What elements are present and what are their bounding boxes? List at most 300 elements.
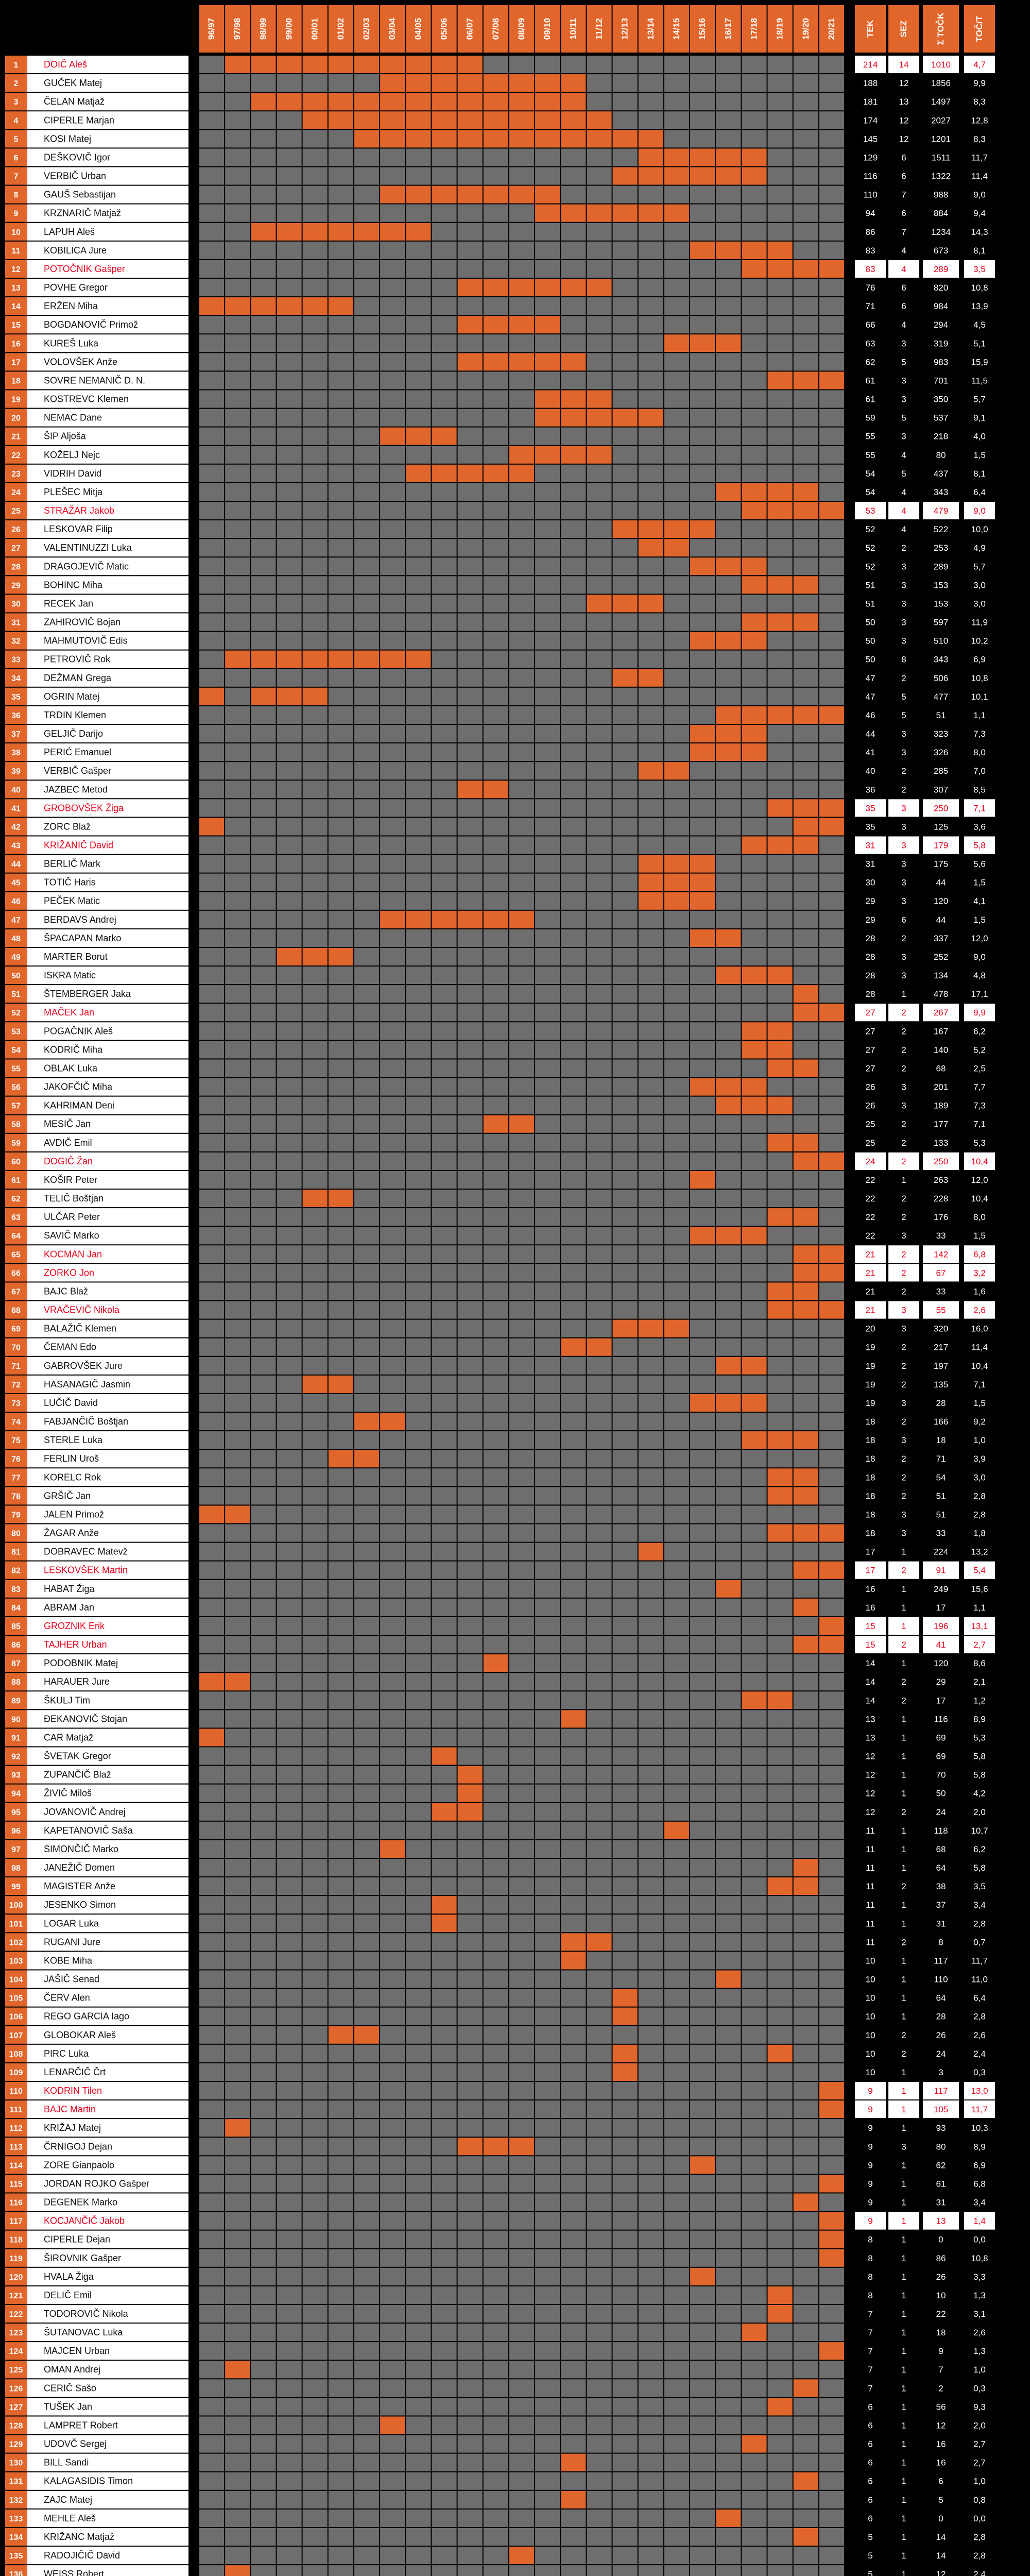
rank-label: 28	[11, 563, 21, 572]
season-cell	[406, 1022, 431, 1040]
season-cell	[251, 2063, 276, 2081]
stat-sez: 1	[901, 2365, 906, 2375]
season-cell	[484, 1431, 508, 1449]
season-cell	[639, 2026, 663, 2044]
season-cell	[561, 2342, 586, 2360]
season-cell-active	[303, 93, 328, 110]
stat-tocke: 537	[933, 413, 949, 423]
season-cell	[690, 1320, 715, 1337]
season-cell	[509, 1208, 534, 1226]
stat-tek: 83	[865, 245, 876, 256]
season-cell	[742, 1301, 766, 1319]
season-cell	[794, 1450, 818, 1467]
stat-toc-t: 9,0	[973, 952, 986, 962]
season-cell	[664, 781, 689, 798]
season-cell	[690, 1450, 715, 1467]
season-cell	[794, 111, 818, 129]
season-cell	[484, 2379, 508, 2397]
stat-toc-t: 2,8	[973, 2011, 986, 2022]
season-cell	[484, 1617, 508, 1635]
stat-toc-t: 9,0	[973, 506, 986, 516]
season-cell	[329, 2156, 353, 2174]
stat-toc-t: 1,5	[973, 1231, 986, 1241]
season-cell	[380, 2286, 405, 2304]
stat-tek: 27	[865, 1026, 876, 1037]
season-cell	[794, 93, 818, 110]
season-cell	[639, 390, 663, 408]
season-label: 17/18	[749, 18, 759, 40]
season-cell	[329, 743, 353, 761]
stat-toc-t: 8,3	[973, 134, 986, 144]
stat-toc-t: 3,3	[973, 2272, 986, 2282]
season-cell-active	[458, 111, 483, 129]
player-name: KOSI Matej	[44, 133, 92, 144]
stat-tocke: 3	[938, 2067, 943, 2077]
season-cell-active	[690, 892, 715, 910]
season-cell	[819, 1747, 844, 1765]
season-cell	[484, 2175, 508, 2192]
stat-tek: 15	[865, 1640, 876, 1650]
season-cell	[664, 1728, 689, 1746]
season-cell	[587, 1654, 611, 1672]
season-cell	[199, 1208, 224, 1226]
season-cell-active	[690, 855, 715, 873]
season-cell	[690, 279, 715, 296]
season-cell	[199, 1933, 224, 1951]
season-cell	[664, 409, 689, 427]
stat-sez: 3	[901, 617, 906, 628]
season-cell	[484, 2342, 508, 2360]
stat-toc-t: 8,1	[973, 245, 986, 256]
season-cell	[535, 502, 560, 519]
season-cell	[639, 334, 663, 352]
season-cell	[251, 205, 276, 222]
season-cell-active	[768, 2045, 793, 2062]
season-cell	[561, 483, 586, 501]
season-cell	[639, 2416, 663, 2434]
stat-toc-t: 6,9	[973, 654, 986, 665]
rank-label: 8	[13, 191, 19, 200]
season-cell	[380, 725, 405, 742]
season-cell	[819, 762, 844, 779]
season-cell	[251, 1562, 276, 1579]
season-cell	[380, 836, 405, 854]
rank-label: 90	[11, 1715, 21, 1724]
season-cell	[329, 446, 353, 464]
season-cell	[535, 1338, 560, 1356]
season-cell	[690, 576, 715, 594]
season-cell	[432, 1171, 456, 1189]
season-cell	[484, 205, 508, 222]
season-cell	[225, 1301, 250, 1319]
season-cell	[690, 1338, 715, 1356]
stat-tocke: 142	[933, 1249, 949, 1260]
season-cell	[742, 334, 766, 352]
season-cell	[664, 1468, 689, 1486]
season-cell	[819, 1505, 844, 1523]
season-cell	[535, 2286, 560, 2304]
rank-label: 57	[11, 1101, 21, 1111]
season-cell	[484, 1785, 508, 1802]
season-cell	[303, 1840, 328, 1858]
rank-label: 21	[11, 432, 21, 442]
season-cell	[380, 465, 405, 482]
season-cell	[199, 334, 224, 352]
season-cell-active	[742, 167, 766, 184]
stat-tek: 22	[865, 1194, 876, 1204]
stat-tocke: 51	[936, 1510, 946, 1520]
season-cell	[561, 1227, 586, 1244]
season-cell	[819, 1357, 844, 1375]
season-cell	[819, 446, 844, 464]
stat-tek: 9	[868, 2160, 873, 2171]
season-cell	[432, 1059, 456, 1077]
stat-toc-t: 8,0	[973, 748, 986, 758]
season-cell	[535, 2119, 560, 2137]
season-cell	[587, 1134, 611, 1151]
season-cell	[561, 1282, 586, 1300]
player-name: NEMAC Dane	[44, 412, 102, 423]
season-cell	[819, 1487, 844, 1504]
season-cell	[199, 632, 224, 650]
season-cell	[716, 1264, 741, 1281]
stat-sez: 3	[901, 952, 906, 962]
season-cell-active	[535, 205, 560, 222]
season-cell	[561, 2063, 586, 2081]
season-cell	[354, 1022, 379, 1040]
season-cell	[458, 1914, 483, 1932]
season-cell	[639, 1562, 663, 1579]
season-cell	[458, 1097, 483, 1114]
season-cell	[380, 353, 405, 370]
season-cell	[587, 353, 611, 370]
season-cell	[432, 1245, 456, 1263]
season-cell-active	[561, 279, 586, 296]
season-cell	[406, 260, 431, 278]
rank-label: 118	[9, 2235, 23, 2245]
season-cell	[406, 1171, 431, 1189]
season-cell	[199, 409, 224, 427]
season-cell-active	[225, 651, 250, 668]
season-cell	[458, 1933, 483, 1951]
season-cell	[380, 929, 405, 947]
season-cell	[380, 1208, 405, 1226]
stat-tocke: 38	[936, 1882, 946, 1892]
season-cell	[561, 557, 586, 575]
season-cell-active	[819, 1301, 844, 1319]
season-cell	[354, 242, 379, 259]
stat-sez: 2	[901, 1677, 906, 1687]
season-cell	[639, 1505, 663, 1523]
stat-tocke: 117	[934, 1956, 948, 1966]
season-cell	[587, 688, 611, 705]
season-cell	[794, 2045, 818, 2062]
season-cell	[484, 818, 508, 835]
season-cell	[354, 1227, 379, 1244]
season-cell	[199, 985, 224, 1003]
season-cell	[768, 2416, 793, 2434]
stat-toc-t: 7,7	[973, 1082, 986, 1092]
season-cell	[484, 483, 508, 501]
season-cell	[794, 1617, 818, 1635]
season-cell	[509, 613, 534, 631]
season-cell	[535, 2175, 560, 2192]
season-cell	[458, 1877, 483, 1895]
stat-tek: 54	[865, 468, 876, 479]
season-cell	[199, 205, 224, 222]
season-cell	[794, 651, 818, 668]
season-cell-active	[380, 651, 405, 668]
season-cell	[794, 446, 818, 464]
season-cell	[354, 836, 379, 854]
stat-tek: 15	[865, 1621, 876, 1631]
season-cell-active	[432, 428, 456, 445]
season-cell	[484, 1208, 508, 1226]
season-cell	[509, 1487, 534, 1504]
season-cell	[690, 688, 715, 705]
season-cell	[251, 2008, 276, 2025]
season-cell	[664, 2026, 689, 2044]
stat-toc-t: 3,4	[973, 2197, 986, 2208]
season-cell	[535, 1134, 560, 1151]
stat-toc-t: 0,7	[973, 1937, 986, 1947]
season-cell	[768, 1171, 793, 1189]
season-cell	[768, 2212, 793, 2230]
stat-tek: 6	[868, 2420, 873, 2431]
season-cell	[561, 1301, 586, 1319]
player-name: KAHRIMAN Deni	[44, 1100, 115, 1111]
season-cell	[458, 1747, 483, 1765]
season-cell	[561, 576, 586, 594]
season-cell	[535, 632, 560, 650]
season-cell	[561, 1394, 586, 1412]
season-cell	[303, 353, 328, 370]
season-cell	[509, 1320, 534, 1337]
season-cell-active	[277, 651, 301, 668]
season-cell	[819, 2361, 844, 2378]
season-cell-active	[716, 1394, 741, 1412]
stat-sez: 1	[901, 2179, 906, 2189]
season-cell	[794, 2286, 818, 2304]
player-name: ŽIVIČ Miloš	[44, 1788, 92, 1799]
season-cell	[329, 725, 353, 742]
season-cell	[561, 186, 586, 204]
season-cell-active	[303, 651, 328, 668]
season-cell	[432, 669, 456, 687]
season-cell	[432, 929, 456, 947]
season-cell-active	[664, 334, 689, 352]
season-cell-active	[613, 130, 638, 147]
rank-label: 116	[9, 2198, 23, 2208]
season-cell	[458, 2361, 483, 2378]
season-cell	[329, 1785, 353, 1802]
season-cell	[277, 1338, 301, 1356]
season-cell	[535, 2063, 560, 2081]
season-cell	[716, 1153, 741, 1170]
season-cell	[639, 911, 663, 928]
season-cell	[251, 1078, 276, 1096]
rank-label: 102	[9, 1938, 23, 1947]
season-cell	[664, 1394, 689, 1412]
season-cell	[432, 539, 456, 556]
season-cell	[406, 557, 431, 575]
season-cell	[664, 557, 689, 575]
season-cell	[329, 2100, 353, 2118]
stat-tek: 18	[865, 1472, 876, 1483]
season-cell	[742, 223, 766, 241]
stat-tek: 11	[866, 1825, 875, 1836]
rank-label: 104	[9, 1975, 23, 1985]
player-name: STRAŽAR Jakob	[44, 505, 115, 516]
season-cell	[535, 1208, 560, 1226]
season-cell	[509, 2268, 534, 2285]
season-cell-active	[509, 111, 534, 129]
stat-tocke: 250	[933, 1156, 949, 1166]
season-cell	[639, 1282, 663, 1300]
stat-toc-t: 1,3	[973, 2290, 986, 2300]
season-cell	[716, 669, 741, 687]
season-cell	[329, 371, 353, 389]
season-cell	[664, 613, 689, 631]
rank-label: 45	[11, 878, 21, 888]
season-cell	[277, 260, 301, 278]
season-cell	[406, 1282, 431, 1300]
season-cell	[277, 2398, 301, 2415]
stat-sez: 3	[901, 896, 906, 906]
season-cell	[380, 520, 405, 538]
season-cell	[613, 781, 638, 798]
season-cell	[535, 1599, 560, 1616]
season-cell	[561, 1357, 586, 1375]
season-cell	[561, 1320, 586, 1337]
season-cell	[716, 2286, 741, 2304]
season-cell	[484, 1264, 508, 1281]
season-cell	[613, 1394, 638, 1412]
player-name: CIPERLE Dejan	[44, 2234, 111, 2245]
season-cell	[251, 2398, 276, 2415]
season-cell	[561, 1450, 586, 1467]
stat-tocke: 478	[933, 989, 949, 999]
player-name: KOCMAN Jan	[44, 1249, 102, 1260]
season-cell	[561, 502, 586, 519]
season-cell	[509, 2379, 534, 2397]
season-cell	[690, 1877, 715, 1895]
stat-header-label: SEZ	[899, 20, 908, 38]
season-cell	[225, 2398, 250, 2415]
season-cell	[354, 2435, 379, 2453]
season-cell	[613, 762, 638, 779]
season-cell	[380, 2361, 405, 2378]
season-cell-active	[742, 1691, 766, 1709]
season-cell	[794, 539, 818, 556]
season-cell	[742, 1562, 766, 1579]
stat-tek: 12	[865, 1770, 876, 1780]
season-cell	[613, 613, 638, 631]
season-cell	[664, 1877, 689, 1895]
season-cell	[690, 1673, 715, 1690]
season-cell-active	[432, 56, 456, 73]
season-cell	[639, 576, 663, 594]
season-cell	[819, 985, 844, 1003]
season-cell	[199, 929, 224, 947]
season-cell	[587, 762, 611, 779]
season-cell	[406, 2435, 431, 2453]
stat-sez: 1	[901, 989, 906, 999]
season-cell	[819, 1115, 844, 1133]
season-cell	[768, 428, 793, 445]
season-cell	[380, 1450, 405, 1467]
season-cell	[406, 1394, 431, 1412]
stat-toc-t: 6,2	[973, 1844, 986, 1854]
season-cell	[819, 74, 844, 92]
season-cell	[484, 167, 508, 184]
season-cell	[354, 688, 379, 705]
season-cell	[561, 2324, 586, 2341]
season-cell	[329, 2342, 353, 2360]
rank-label: 30	[11, 600, 21, 609]
season-label: 12/13	[620, 18, 630, 40]
season-cell	[329, 1078, 353, 1096]
season-cell	[742, 1208, 766, 1226]
season-cell	[484, 985, 508, 1003]
season-cell	[742, 1933, 766, 1951]
season-cell	[380, 2268, 405, 2285]
season-cell	[561, 1153, 586, 1170]
season-cell-active	[354, 651, 379, 668]
season-cell	[768, 669, 793, 687]
season-cell	[432, 2342, 456, 2360]
season-cell	[432, 706, 456, 724]
stat-sez: 1	[901, 1993, 906, 2003]
season-cell	[535, 2398, 560, 2415]
season-cell	[432, 1636, 456, 1653]
stat-toc-t: 10,0	[971, 524, 988, 535]
season-cell	[819, 223, 844, 241]
season-cell-active	[768, 502, 793, 519]
stat-toc-t: 9,3	[973, 2402, 986, 2412]
season-cell	[458, 1654, 483, 1672]
season-cell-active	[690, 1171, 715, 1189]
season-cell	[690, 1914, 715, 1932]
season-cell	[613, 2416, 638, 2434]
season-cell	[716, 2212, 741, 2230]
stat-tocke: 133	[933, 1138, 949, 1148]
season-cell	[277, 1728, 301, 1746]
stat-toc-t: 11,7	[971, 1956, 988, 1966]
season-cell	[587, 1859, 611, 1876]
season-cell	[329, 1468, 353, 1486]
season-cell	[380, 985, 405, 1003]
stat-toc-t: 3,4	[973, 1900, 986, 1910]
season-cell	[406, 1431, 431, 1449]
season-cell-active	[716, 1227, 741, 1244]
season-cell	[251, 1877, 276, 1895]
season-cell	[639, 1153, 663, 1170]
season-cell	[819, 390, 844, 408]
season-cell	[664, 1970, 689, 1988]
season-cell	[639, 1952, 663, 1969]
player-name: FABJANČIČ Boštjan	[44, 1416, 129, 1427]
season-cell	[639, 2008, 663, 2025]
season-cell-active	[794, 1877, 818, 1895]
season-cell	[535, 1840, 560, 1858]
season-cell	[561, 1914, 586, 1932]
season-cell	[406, 1803, 431, 1821]
season-cell	[303, 2324, 328, 2341]
season-cell	[484, 1970, 508, 1988]
season-cell	[819, 1282, 844, 1300]
season-cell	[613, 1097, 638, 1114]
